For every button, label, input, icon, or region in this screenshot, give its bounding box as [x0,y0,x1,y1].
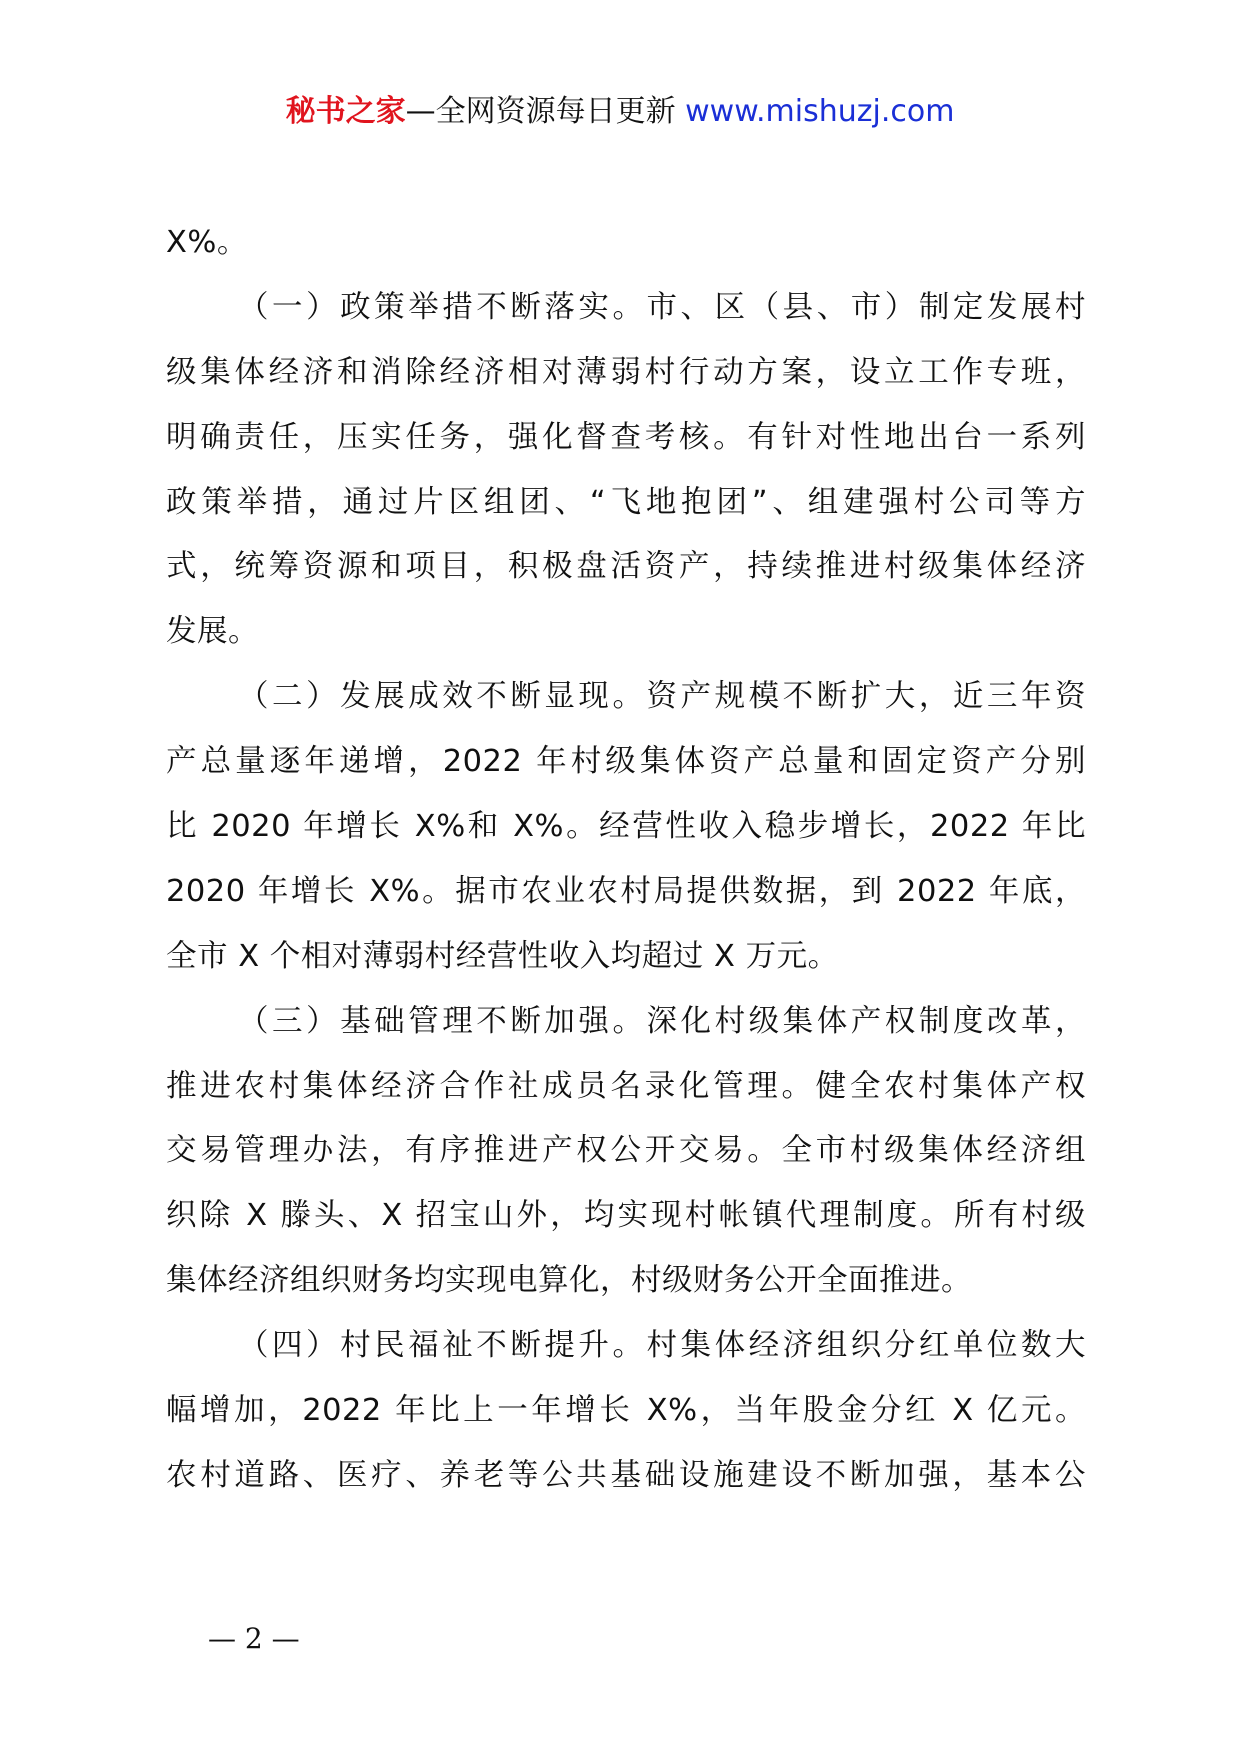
site-tagline: —全网资源每日更新 [405,94,676,129]
paragraph-3-line: 织除 X 滕头、X 招宝山外，均实现村帐镇代理制度。所有村级 [166,1198,1086,1234]
paragraph-4-line: （四）村民福祉不断提升。村集体经济组织分红单位数大 [238,1328,1086,1364]
paragraph-3-line: 集体经济组织财务均实现电算化，村级财务公开全面推进。 [166,1263,972,1299]
paragraph-3-line: 推进农村集体经济合作社成员名录化管理。健全农村集体产权 [166,1068,1086,1104]
text-line: X%。 [166,225,248,260]
paragraph-4-line: 幅增加，2022 年比上一年增长 X%，当年股金分红 X 亿元。 [166,1393,1086,1429]
site-url-link[interactable]: www.mishuzj.com [685,94,955,129]
document-body [166,211,1086,1509]
site-header [0,88,1240,136]
paragraph-4-line: 农村道路、医疗、养老等公共基础设施建设不断加强，基本公 [166,1457,1086,1493]
paragraph-2-line: 比 2020 年增长 X%和 X%。经营性收入稳步增长，2022 年比 [166,809,1086,845]
site-brand: 秘书之家 [285,94,406,129]
paragraph-1-line: 明确责任，压实任务，强化督查考核。有针对性地出台一系列 [166,419,1086,455]
paragraph-2-line: （二）发展成效不断显现。资产规模不断扩大，近三年资 [238,679,1086,715]
paragraph-1-line: 政策举措，通过片区组团、“飞地抱团”、组建强村公司等方 [166,484,1086,520]
paragraph-2-line: 全市 X 个相对薄弱村经营性收入均超过 X 万元。 [166,938,839,974]
paragraph-1-line: 级集体经济和消除经济相对薄弱村行动方案，设立工作专班， [166,354,1086,390]
paragraph-2-line: 2020 年增长 X%。据市农业农村局提供数据，到 2022 年底， [166,873,1086,909]
paragraph-2-line: 产总量逐年递增，2022 年村级集体资产总量和固定资产分别 [166,744,1086,780]
paragraph-3-line: （三）基础管理不断加强。深化村级集体产权制度改革， [238,1003,1086,1039]
paragraph-1-line: 式，统筹资源和项目，积极盘活资产，持续推进村级集体经济 [166,549,1086,585]
paragraph-1-line: 发展。 [166,614,259,650]
page-number: — 2 — [208,1622,300,1655]
paragraph-3-line: 交易管理办法，有序推进产权公开交易。全市村级集体经济组 [166,1133,1086,1169]
paragraph-1-line: （一）政策举措不断落实。市、区（县、市）制定发展村 [238,289,1086,325]
